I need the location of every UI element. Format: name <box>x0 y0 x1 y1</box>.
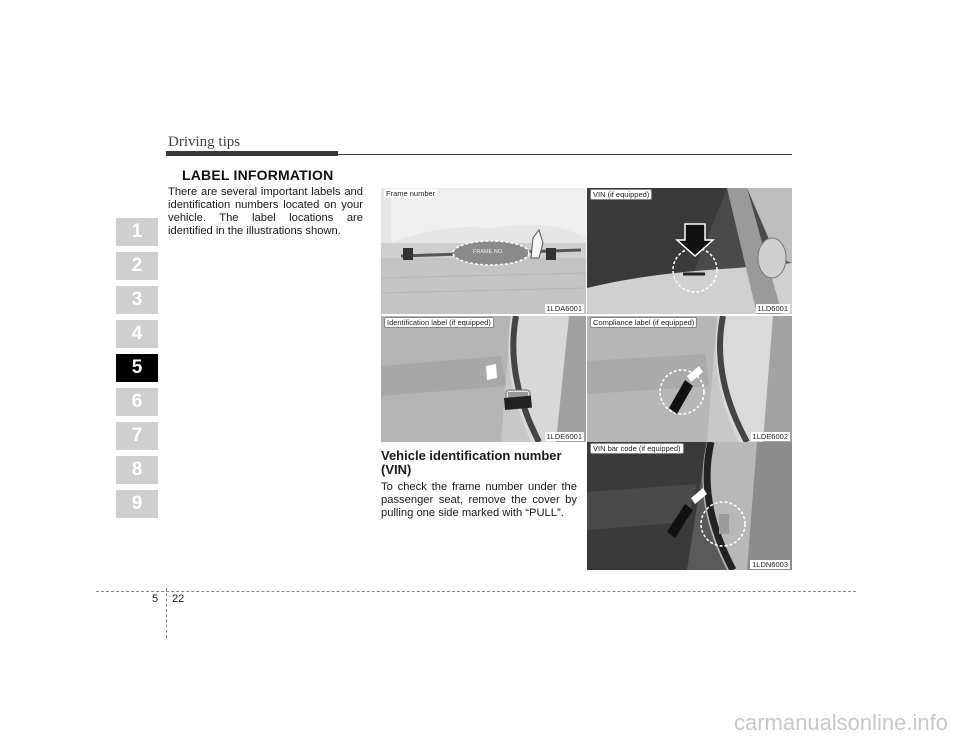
chapter-tab-8[interactable]: 8 <box>116 456 158 484</box>
figure-compliance-label <box>587 316 792 442</box>
compliance-label-photo <box>587 316 792 442</box>
figure-caption: VIN bar code (if equipped) <box>590 443 684 454</box>
vin-bar-code-photo <box>587 442 792 570</box>
identification-label-photo <box>381 316 586 442</box>
header-rule <box>338 154 792 155</box>
chapter-tabs <box>116 218 158 524</box>
chapter-tab-9[interactable]: 9 <box>116 490 158 518</box>
figure-vin <box>587 188 792 314</box>
vin-paragraph: To check the frame number under the passenger seat, remove the cover by pulling one side marked with “PULL”. <box>381 481 577 519</box>
vin-heading: Vehicle identification number (VIN) <box>381 448 562 477</box>
page-number: 22 <box>172 593 185 605</box>
chapter-tab-1[interactable]: 1 <box>116 218 158 246</box>
figure-caption: Compliance label (if equipped) <box>590 317 697 328</box>
chapter-tab-6[interactable]: 6 <box>116 388 158 416</box>
figure-frame-number <box>381 188 586 314</box>
figure-caption: VIN (if equipped) <box>590 189 652 200</box>
figure-identification-label <box>381 316 586 442</box>
figure-caption: Identification label (if equipped) <box>384 317 494 328</box>
chapter-tab-7[interactable]: 7 <box>116 422 158 450</box>
vin-photo <box>587 188 792 314</box>
frame-no-inset-label: FRAME NO. <box>473 249 504 255</box>
page-heading: LABEL INFORMATION <box>182 167 334 183</box>
figure-code: 1LDA6001 <box>546 304 582 313</box>
footer-rule <box>96 591 856 592</box>
chapter-tab-3[interactable]: 3 <box>116 286 158 314</box>
intro-paragraph: There are several important labels and identification numbers located on your vehicle. The label locations are identified in the illustrations shown. <box>168 186 363 237</box>
figure-caption: Frame number <box>386 189 436 198</box>
footer-divider <box>166 588 167 638</box>
watermark: carmanualsonline.info <box>733 710 948 735</box>
page-chapter-number: 5 <box>152 593 159 605</box>
chapter-tab-4[interactable]: 4 <box>116 320 158 348</box>
chapter-tab-5[interactable]: 5 <box>116 354 158 382</box>
figure-code: 1LDE6002 <box>752 432 788 441</box>
figure-code: 1LDE6001 <box>546 432 582 441</box>
figure-vin-bar-code <box>587 442 792 570</box>
section-title: Driving tips <box>168 134 241 150</box>
chapter-tab-2[interactable]: 2 <box>116 252 158 280</box>
figure-code: 1LD6001 <box>757 304 788 313</box>
header-bar <box>166 151 338 156</box>
figure-code: 1LDN6003 <box>752 560 788 569</box>
